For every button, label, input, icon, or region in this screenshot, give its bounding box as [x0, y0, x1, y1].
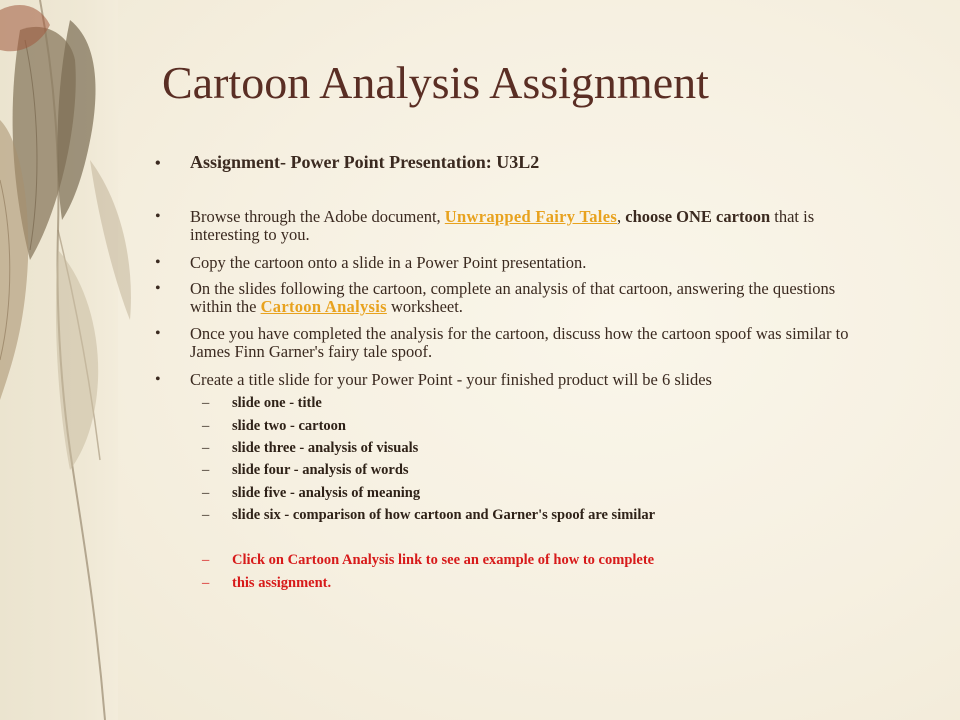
dash-mark: – [202, 395, 210, 411]
bullet-discuss [155, 324, 870, 361]
browse-bold: choose ONE cartoon [625, 207, 771, 226]
red-instruction-text: Click on Cartoon Analysis link to see an example of how to complete [232, 552, 655, 568]
dash-mark: – [202, 507, 210, 523]
sub-item-text: slide two - cartoon [232, 418, 346, 434]
assignment-heading [155, 151, 870, 173]
dash-mark: – [202, 575, 210, 591]
bullet-mark: • [155, 254, 161, 271]
slide-title: Cartoon Analysis Assignment [162, 57, 709, 108]
bullet-mark: • [155, 371, 161, 388]
unwrapped-fairy-tales-link[interactable]: Unwrapped Fairy Tales [444, 207, 618, 226]
assignment-heading-text: Assignment- Power Point Presentation: U3L2 [190, 152, 540, 172]
discuss-text: Once you have completed the analysis for the cartoon, discuss how the cartoon spoof was similar to James Finn Garner's fairy tale spoof. [190, 324, 849, 361]
sub-item-slide-one [202, 395, 872, 412]
sub-item-slide-four [202, 462, 872, 479]
sub-item-text: slide six - comparison of how cartoon and Garner's spoof are similar [232, 507, 656, 523]
red-instruction-line-1 [202, 552, 872, 569]
bullet-create [155, 370, 870, 389]
bullet-browse [155, 207, 870, 244]
bullet-mark: • [155, 208, 161, 225]
dash-mark: – [202, 440, 210, 456]
sub-item-slide-six [202, 507, 872, 524]
bullet-copy [155, 253, 870, 272]
dash-mark: – [202, 552, 210, 568]
copy-text: Copy the cartoon onto a slide in a Power Point presentation. [190, 253, 587, 272]
sub-item-text: slide five - analysis of meaning [232, 485, 421, 501]
bullet-mark: • [155, 280, 161, 297]
sub-item-text: slide four - analysis of words [232, 462, 409, 478]
create-text: Create a title slide for your Power Point - your finished product will be 6 slides [190, 370, 712, 389]
sub-item-text: slide one - title [232, 395, 322, 411]
red-instruction-text: this assignment. [232, 575, 332, 591]
analyze-suffix: worksheet. [386, 297, 463, 316]
sub-item-text: slide three - analysis of visuals [232, 440, 419, 456]
sub-item-slide-five [202, 485, 872, 502]
dash-mark: – [202, 485, 210, 501]
browse-suffix: that is interesting to you. [190, 207, 815, 244]
red-instruction-line-2 [202, 575, 872, 592]
sub-item-slide-two [202, 418, 872, 435]
analyze-prefix: On the slides following the cartoon, complete an analysis of that cartoon, answering the questions within the [190, 279, 836, 316]
bullet-mark: • [155, 325, 161, 342]
dash-mark: – [202, 418, 210, 434]
bullet-mark: • [155, 155, 161, 172]
browse-prefix: Browse through the Adobe document, [190, 207, 445, 226]
sub-item-slide-three [202, 440, 872, 457]
bullet-analyze [155, 279, 870, 316]
browse-comma: , [617, 207, 626, 226]
cartoon-analysis-link[interactable]: Cartoon Analysis [260, 297, 387, 316]
dash-mark: – [202, 462, 210, 478]
